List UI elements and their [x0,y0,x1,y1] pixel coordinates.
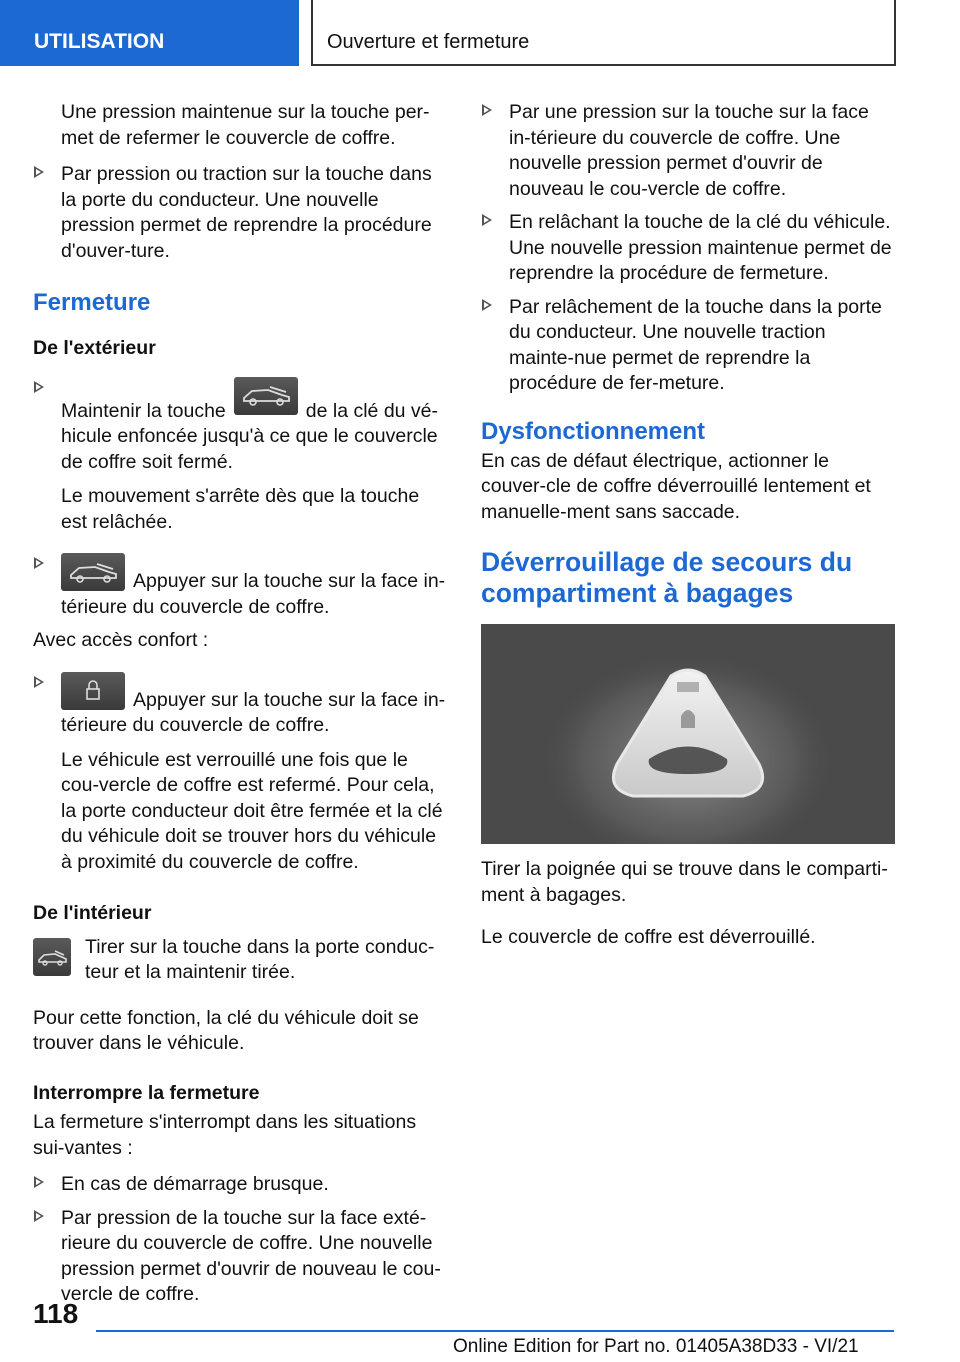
edition-note: Online Edition for Part no. 01405A38D33 - VI/21 [453,1336,859,1357]
subheading: Interrompre la fermeture [33,1081,260,1104]
list-item: En cas de démarrage brusque. [33,1172,447,1198]
paragraph: Le véhicule est verrouillé une fois que le cou-vercle de coffre est refermé. Pour cela, la porte conducteur doit être fermée et la clé du véhicule doit se trouver hors du véhicule à proximité du couvercle de coffre. [61,748,443,873]
bullet-triangle-icon [482,214,492,226]
bullet-triangle-icon [34,381,44,393]
lock-button-icon [61,672,125,710]
chapter-title: Ouverture et fermeture [311,0,896,66]
paragraph: Avec accès confort : [33,629,209,651]
paragraph: Une pression maintenue sur la touche per-met de refermer le couvercle de coffre. [61,101,430,149]
section-tab: UTILISATION [0,0,299,66]
section-heading: Déverrouillage de secours du compartiment à bagages [481,547,853,608]
bullet-triangle-icon [34,676,44,688]
section-heading: Dysfonctionnement [481,417,706,445]
paragraph: En cas de défaut électrique, actionner le couver-cle de coffre déverrouillé lentement et manuelle-ment sans saccade. [481,449,871,523]
trunk-door-switch-icon [33,938,71,976]
bullet-triangle-icon [34,1176,44,1188]
paragraph: Pour cette fonction, la clé du véhicule doit se trouver dans le véhicule. [33,1006,419,1054]
left-column [33,100,447,1308]
bullet-triangle-icon [482,299,492,311]
footer-divider [96,1330,894,1332]
bullet-triangle-icon [34,166,44,178]
emergency-handle-photo [481,624,895,844]
list-item: Par une pression sur la touche sur la face in-térieure du couvercle de coffre. Une nouvelle pression permet d'ouvrir de nouveau le cou-vercle de coffre. [481,100,895,202]
bullet-triangle-icon [34,557,44,569]
page-header [0,0,960,66]
trunk-key-icon [234,377,298,415]
paragraph: La fermeture s'interrompt dans les situations sui-vantes : [33,1111,417,1159]
paragraph: Tirer la poignée qui se trouve dans le comparti-ment à bagages. [481,858,888,906]
list-item: Par pression de la touche sur la face exté-rieure du couvercle de coffre. Une nouvelle pression permet d'ouvrir de nouveau le cou-vercle de coffre. [33,1206,447,1308]
list-item: Appuyer sur la touche sur la face in-térieure du couvercle de coffre. [33,553,447,620]
subheading: De l'extérieur [33,337,156,359]
page-number: 118 [33,1298,79,1329]
trunk-button-icon [61,553,125,591]
right-column [481,100,895,951]
list-item: Par pression ou traction sur la touche dans la porte du conducteur. Une nouvelle pression permet de reprendre la procédure d'ouver-ture. [33,162,447,264]
bullet-triangle-icon [482,104,492,116]
list-item: En relâchant la touche de la clé du véhicule. Une nouvelle pression maintenue permet de reprendre la procédure de fermeture. [481,210,895,287]
bullet-triangle-icon [34,1210,44,1222]
paragraph: Le mouvement s'arrête dès que la touche est relâchée. [61,485,420,533]
paragraph: Le couvercle de coffre est déverrouillé. [481,926,816,948]
list-item: Par relâchement de la touche dans la porte du conducteur. Une nouvelle traction mainte-nue permet de reprendre la procédure de fer-meture. [481,295,895,397]
list-item: Maintenir la touche de la clé du vé-hicule enfoncée jusqu'à ce que le couvercle de coffre soit fermé. [33,377,447,476]
list-item: Appuyer sur la touche sur la face in-térieure du couvercle de coffre. [33,672,447,739]
subheading: De l'intérieur [33,902,152,924]
icon-paragraph: Tirer sur la touche dans la porte conduc-teur et la maintenir tirée. [33,935,447,986]
section-heading: Fermeture [33,289,151,316]
